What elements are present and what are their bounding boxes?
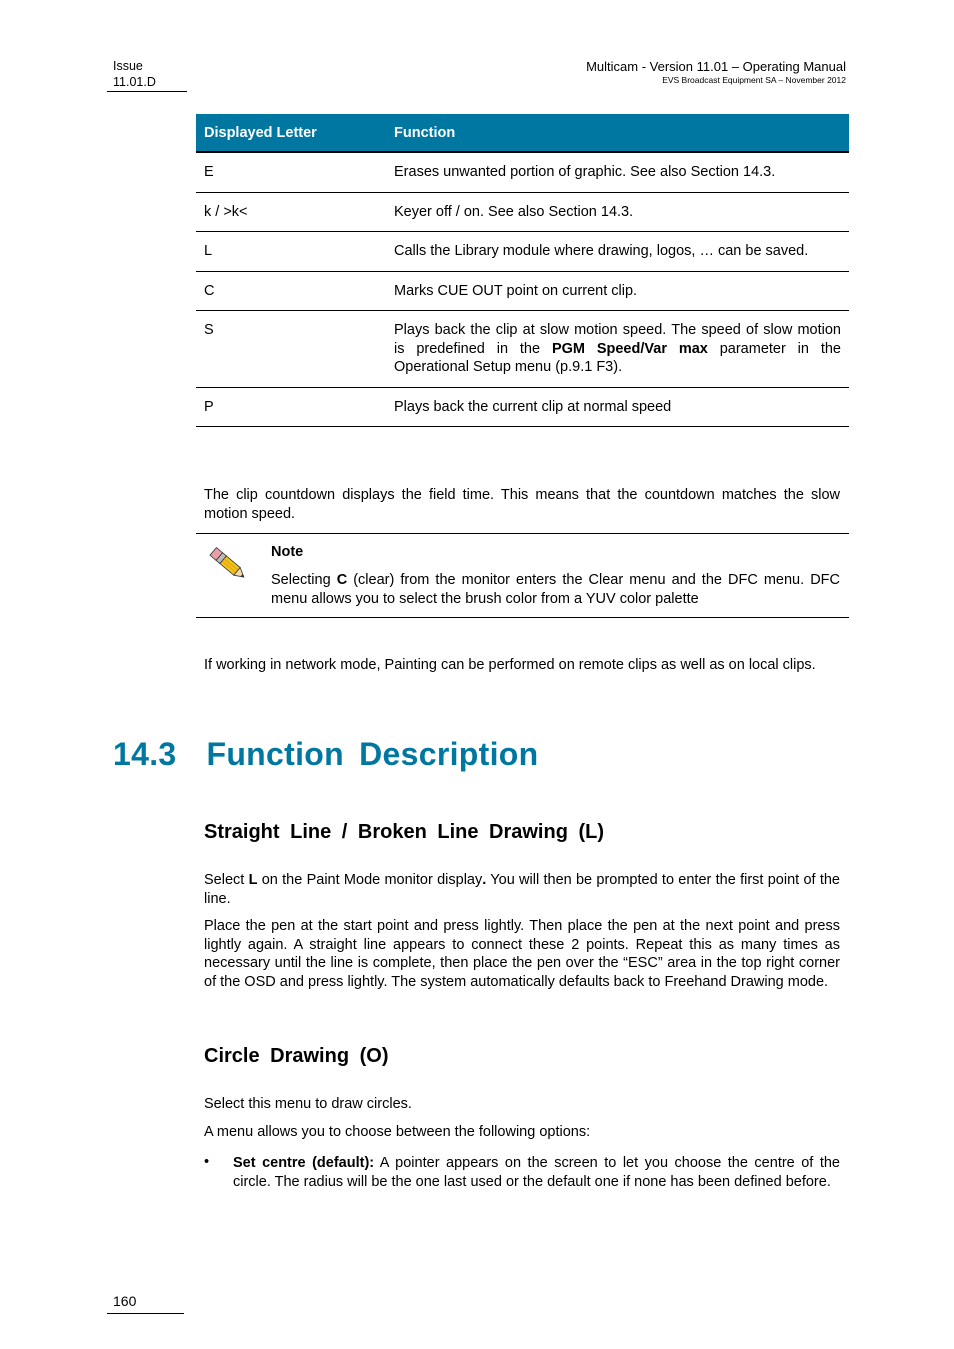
pencil-icon — [205, 543, 249, 583]
row-letter: P — [196, 387, 386, 427]
note-text-end: (clear) from the monitor enters the Clear menu and the DFC menu. DFC menu allows you to select the brush color from a YUV color palette — [271, 572, 840, 607]
table-row — [196, 232, 849, 272]
bullet-marker: • — [204, 1154, 210, 1170]
section-title: Function Description — [206, 736, 539, 772]
row-letter: k / >k< — [196, 192, 386, 232]
p1-bold-l: L — [248, 872, 258, 888]
bullet-bold: Set centre (default): — [233, 1155, 375, 1171]
table-row — [196, 192, 849, 232]
footer-rule — [107, 1313, 184, 1314]
straight-line-para-1 — [204, 871, 840, 908]
row-function-text: Plays back the clip at slow motion speed. The speed of slow motion is predefined in the — [394, 322, 841, 357]
bullet-body: A pointer appears on the screen to let you choose the centre of the circle. The radius will be the one last used or the default one if none has been defined before. — [233, 1155, 840, 1190]
bullet-set-centre — [233, 1154, 840, 1191]
subheading-straight-line: Straight Line / Broken Line Drawing (L) — [204, 821, 605, 843]
pgm-speed-param: PGM Speed/Var max — [551, 340, 708, 357]
row-function-text-end: parameter in the Operational Setup menu (p.9.1 F3). — [394, 340, 841, 375]
p1-end: You will then be prompted to enter the first point of the line. — [204, 872, 840, 907]
note-title: Note — [271, 544, 304, 560]
page-number: 160 — [113, 1293, 137, 1309]
p1-mid: on the Paint Mode monitor display — [257, 872, 483, 888]
issue-block — [113, 58, 156, 90]
straight-line-para-2: Place the pen at the start point and press lightly. Then place the pen at the next point and press lightly again. A straight line appears to connect these 2 points. Repeat this as many times as necessary until the line is complete, then place the pen over the “ESC” area in the top right corner of the OSD and press lightly. The system automatically defaults back to Freehand Drawing mode. — [204, 918, 840, 991]
circle-para-2: A menu allows you to choose between the following options: — [204, 1124, 591, 1140]
function-table — [196, 114, 849, 427]
network-paragraph: If working in network mode, Painting can be performed on remote clips as well as on local clips. — [204, 657, 816, 673]
note-text-start: Selecting — [271, 572, 337, 588]
note-top-rule — [196, 533, 849, 534]
row-function: Plays back the current clip at normal speed — [386, 387, 849, 427]
table-row — [196, 387, 849, 427]
note-bottom-rule — [196, 617, 849, 618]
countdown-paragraph: The clip countdown displays the field time. This means that the countdown matches the slow motion speed. — [204, 487, 840, 522]
table-row — [196, 271, 849, 311]
row-letter: S — [196, 311, 386, 388]
row-letter: E — [196, 152, 386, 192]
row-function: Keyer off / on. See also Section 14.3. — [386, 192, 849, 232]
section-heading — [113, 736, 538, 773]
publisher-line: EVS Broadcast Equipment SA – November 2012 — [662, 75, 846, 85]
row-function: Calls the Library module where drawing, logos, … can be saved. — [386, 232, 849, 272]
header-right — [586, 58, 846, 85]
row-letter: C — [196, 271, 386, 311]
p1-dot: . — [482, 872, 487, 888]
issue-label: Issue — [113, 59, 143, 73]
header-rule — [107, 91, 187, 92]
note-body — [271, 571, 840, 609]
table-header-row — [196, 114, 849, 152]
manual-title: Multicam - Version 11.01 – Operating Manual — [586, 59, 846, 74]
circle-para-1: Select this menu to draw circles. — [204, 1096, 412, 1112]
row-function: Marks CUE OUT point on current clip. — [386, 271, 849, 311]
issue-number: 11.01.D — [113, 75, 156, 89]
table-row — [196, 152, 849, 192]
note-bold-c: C — [336, 572, 348, 588]
p1-text: Select — [204, 872, 249, 888]
row-letter: L — [196, 232, 386, 272]
col-function: Function — [386, 114, 849, 152]
section-number: 14.3 — [113, 736, 177, 772]
row-function — [386, 311, 849, 388]
col-displayed-letter: Displayed Letter — [196, 114, 386, 152]
table-row — [196, 311, 849, 388]
subheading-circle: Circle Drawing (O) — [204, 1045, 389, 1067]
row-function: Erases unwanted portion of graphic. See also Section 14.3. — [386, 152, 849, 192]
